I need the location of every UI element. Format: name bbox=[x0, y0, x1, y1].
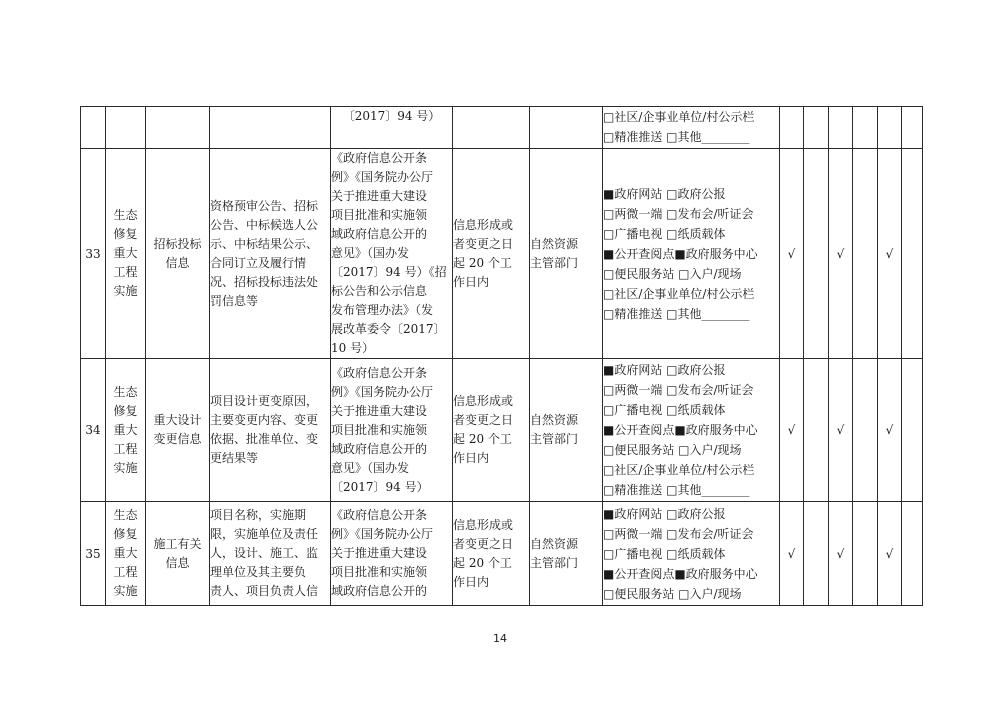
channel-line: □两微一端 □发布会/听证会 bbox=[603, 526, 754, 541]
item-text: 重大设计 变更信息 bbox=[153, 413, 202, 446]
check-cell: √ bbox=[829, 149, 853, 359]
check-cell bbox=[878, 107, 902, 149]
row-number: 35 bbox=[81, 502, 106, 606]
channel-line: ■政府网站 □政府公报 bbox=[603, 186, 726, 201]
check-cell: √ bbox=[829, 502, 853, 606]
channel-line: □社区/企事业单位/村公示栏 bbox=[603, 286, 755, 301]
check-cell: √ bbox=[780, 502, 804, 606]
category-cell bbox=[106, 502, 146, 606]
check-cell bbox=[902, 359, 923, 502]
check-cell bbox=[804, 359, 829, 502]
channel-line: □便民服务站 □入户/现场 bbox=[603, 266, 742, 281]
basis-cell bbox=[331, 149, 453, 359]
basis-text: 《政府信息公开条 例》《国务院办公厅 关于推进重大建设 项目批准和实施领 域政府信息公开的 意见》（国办发 〔2017〕94 号） bbox=[331, 365, 434, 494]
basis-cell bbox=[331, 359, 453, 502]
check-cell: √ bbox=[829, 359, 853, 502]
time-limit-cell bbox=[453, 107, 530, 149]
content-text: 资格预审公告、招标 公告、中标候选人公 示、中标结果公示、 合同订立及履行情 况、招标投标违法处 罚信息等 bbox=[210, 198, 319, 308]
channel-line: □精准推送 □其他________ bbox=[603, 130, 750, 144]
channel-line: □社区/企事业单位/村公示栏 bbox=[603, 463, 755, 477]
channel-line: □两微一端 □发布会/听证会 bbox=[603, 206, 754, 221]
row-number: 34 bbox=[81, 359, 106, 502]
channel-line: □广播电视 □纸质载体 bbox=[603, 403, 726, 417]
basis-cell bbox=[331, 107, 453, 149]
page-number: 14 bbox=[493, 632, 507, 645]
item-cell bbox=[146, 149, 210, 359]
channel-line: □广播电视 □纸质载体 bbox=[603, 546, 726, 561]
channels-cell bbox=[603, 107, 780, 149]
row-number: 33 bbox=[81, 149, 106, 359]
basis-cell bbox=[331, 502, 453, 606]
check-cell bbox=[804, 502, 829, 606]
department-cell bbox=[530, 359, 603, 502]
basis-text: 《政府信息公开条 例》《国务院办公厅 关于推进重大建设 项目批准和实施领 域政府信息公开的 bbox=[331, 508, 434, 598]
category-text: 生态 修复 重大 工程 实施 bbox=[113, 384, 138, 475]
check-cell bbox=[853, 502, 878, 606]
category-text: 生态 修复 重大 工程 实施 bbox=[113, 508, 138, 598]
content-cell bbox=[210, 359, 331, 502]
category-text: 生态 修复 重大 工程 实施 bbox=[113, 208, 138, 298]
check-cell bbox=[780, 107, 804, 149]
table-row bbox=[81, 359, 923, 502]
category-cell bbox=[106, 107, 146, 149]
check-cell: √ bbox=[878, 502, 902, 606]
table-row-continuation bbox=[81, 107, 923, 149]
item-text: 招标投标 信息 bbox=[153, 236, 202, 270]
check-cell bbox=[853, 107, 878, 149]
content-text: 项目名称，实施期 限，实施单位及责任 人，设计、施工、监 理单位及其主要负 责人、项目负责人信 bbox=[210, 508, 319, 598]
item-cell bbox=[146, 359, 210, 502]
channel-line: □社区/企事业单位/村公示栏 bbox=[603, 110, 755, 124]
department-text: 自然资源 主管部门 bbox=[530, 536, 579, 570]
disclosure-table bbox=[80, 106, 923, 606]
check-cell bbox=[804, 107, 829, 149]
channel-line: □两微一端 □发布会/听证会 bbox=[603, 383, 754, 397]
channel-line: ■政府网站 □政府公报 bbox=[603, 506, 726, 521]
time-limit-cell bbox=[453, 149, 530, 359]
check-cell: √ bbox=[780, 359, 804, 502]
content-cell bbox=[210, 502, 331, 606]
time-limit-cell bbox=[453, 502, 530, 606]
check-cell bbox=[902, 149, 923, 359]
check-cell: √ bbox=[878, 149, 902, 359]
department-text: 自然资源 主管部门 bbox=[530, 236, 579, 270]
time-limit-text: 信息形成或 者变更之日 起 20 个工 作日内 bbox=[453, 217, 514, 289]
time-limit-cell bbox=[453, 359, 530, 502]
item-cell bbox=[146, 502, 210, 606]
check-cell bbox=[853, 359, 878, 502]
check-cell bbox=[902, 502, 923, 606]
channels-cell bbox=[603, 359, 780, 502]
department-text: 自然资源 主管部门 bbox=[530, 413, 579, 446]
channels-cell bbox=[603, 149, 780, 359]
table-row bbox=[81, 149, 923, 359]
channel-line: □便民服务站 □入户/现场 bbox=[603, 586, 742, 601]
check-cell: √ bbox=[780, 149, 804, 359]
channel-line: □精准推送 □其他________ bbox=[603, 306, 750, 321]
department-cell bbox=[530, 107, 603, 149]
number-cell bbox=[81, 107, 106, 149]
check-cell bbox=[853, 149, 878, 359]
check-cell bbox=[829, 107, 853, 149]
department-cell bbox=[530, 149, 603, 359]
check-cell bbox=[902, 107, 923, 149]
item-cell bbox=[146, 107, 210, 149]
channel-line: ■公开查阅点■政府服务中心 bbox=[603, 423, 758, 437]
content-cell bbox=[210, 107, 331, 149]
channels-cell bbox=[603, 502, 780, 606]
item-text: 施工有关 信息 bbox=[153, 536, 202, 570]
channel-line: ■公开查阅点■政府服务中心 bbox=[603, 246, 758, 261]
table-row bbox=[81, 502, 923, 606]
channel-line: ■政府网站 □政府公报 bbox=[603, 363, 726, 377]
basis-text: 〔2017〕94 号） bbox=[342, 109, 441, 123]
check-cell: √ bbox=[878, 359, 902, 502]
time-limit-text: 信息形成或 者变更之日 起 20 个工 作日内 bbox=[453, 394, 514, 465]
content-cell bbox=[210, 149, 331, 359]
time-limit-text: 信息形成或 者变更之日 起 20 个工 作日内 bbox=[453, 517, 514, 589]
department-cell bbox=[530, 502, 603, 606]
channel-line: □广播电视 □纸质载体 bbox=[603, 226, 726, 241]
channel-line: ■公开查阅点■政府服务中心 bbox=[603, 566, 758, 581]
check-cell bbox=[804, 149, 829, 359]
category-cell bbox=[106, 149, 146, 359]
channel-line: □精准推送 □其他________ bbox=[603, 483, 750, 497]
channel-line: □便民服务站 □入户/现场 bbox=[603, 443, 742, 457]
basis-text: 《政府信息公开条 例》《国务院办公厅 关于推进重大建设 项目批准和实施领 域政府信息公开的 意见》（国办发 〔2017〕94 号）《招 标公告和公示信息 发布管理办法》（发 展改革委令〔2017〕 10 号） bbox=[331, 151, 447, 355]
content-text: 项目设计更变原因， 主要变更内容、变更 依据、批准单位、变 更结果等 bbox=[210, 394, 319, 465]
category-cell bbox=[106, 359, 146, 502]
